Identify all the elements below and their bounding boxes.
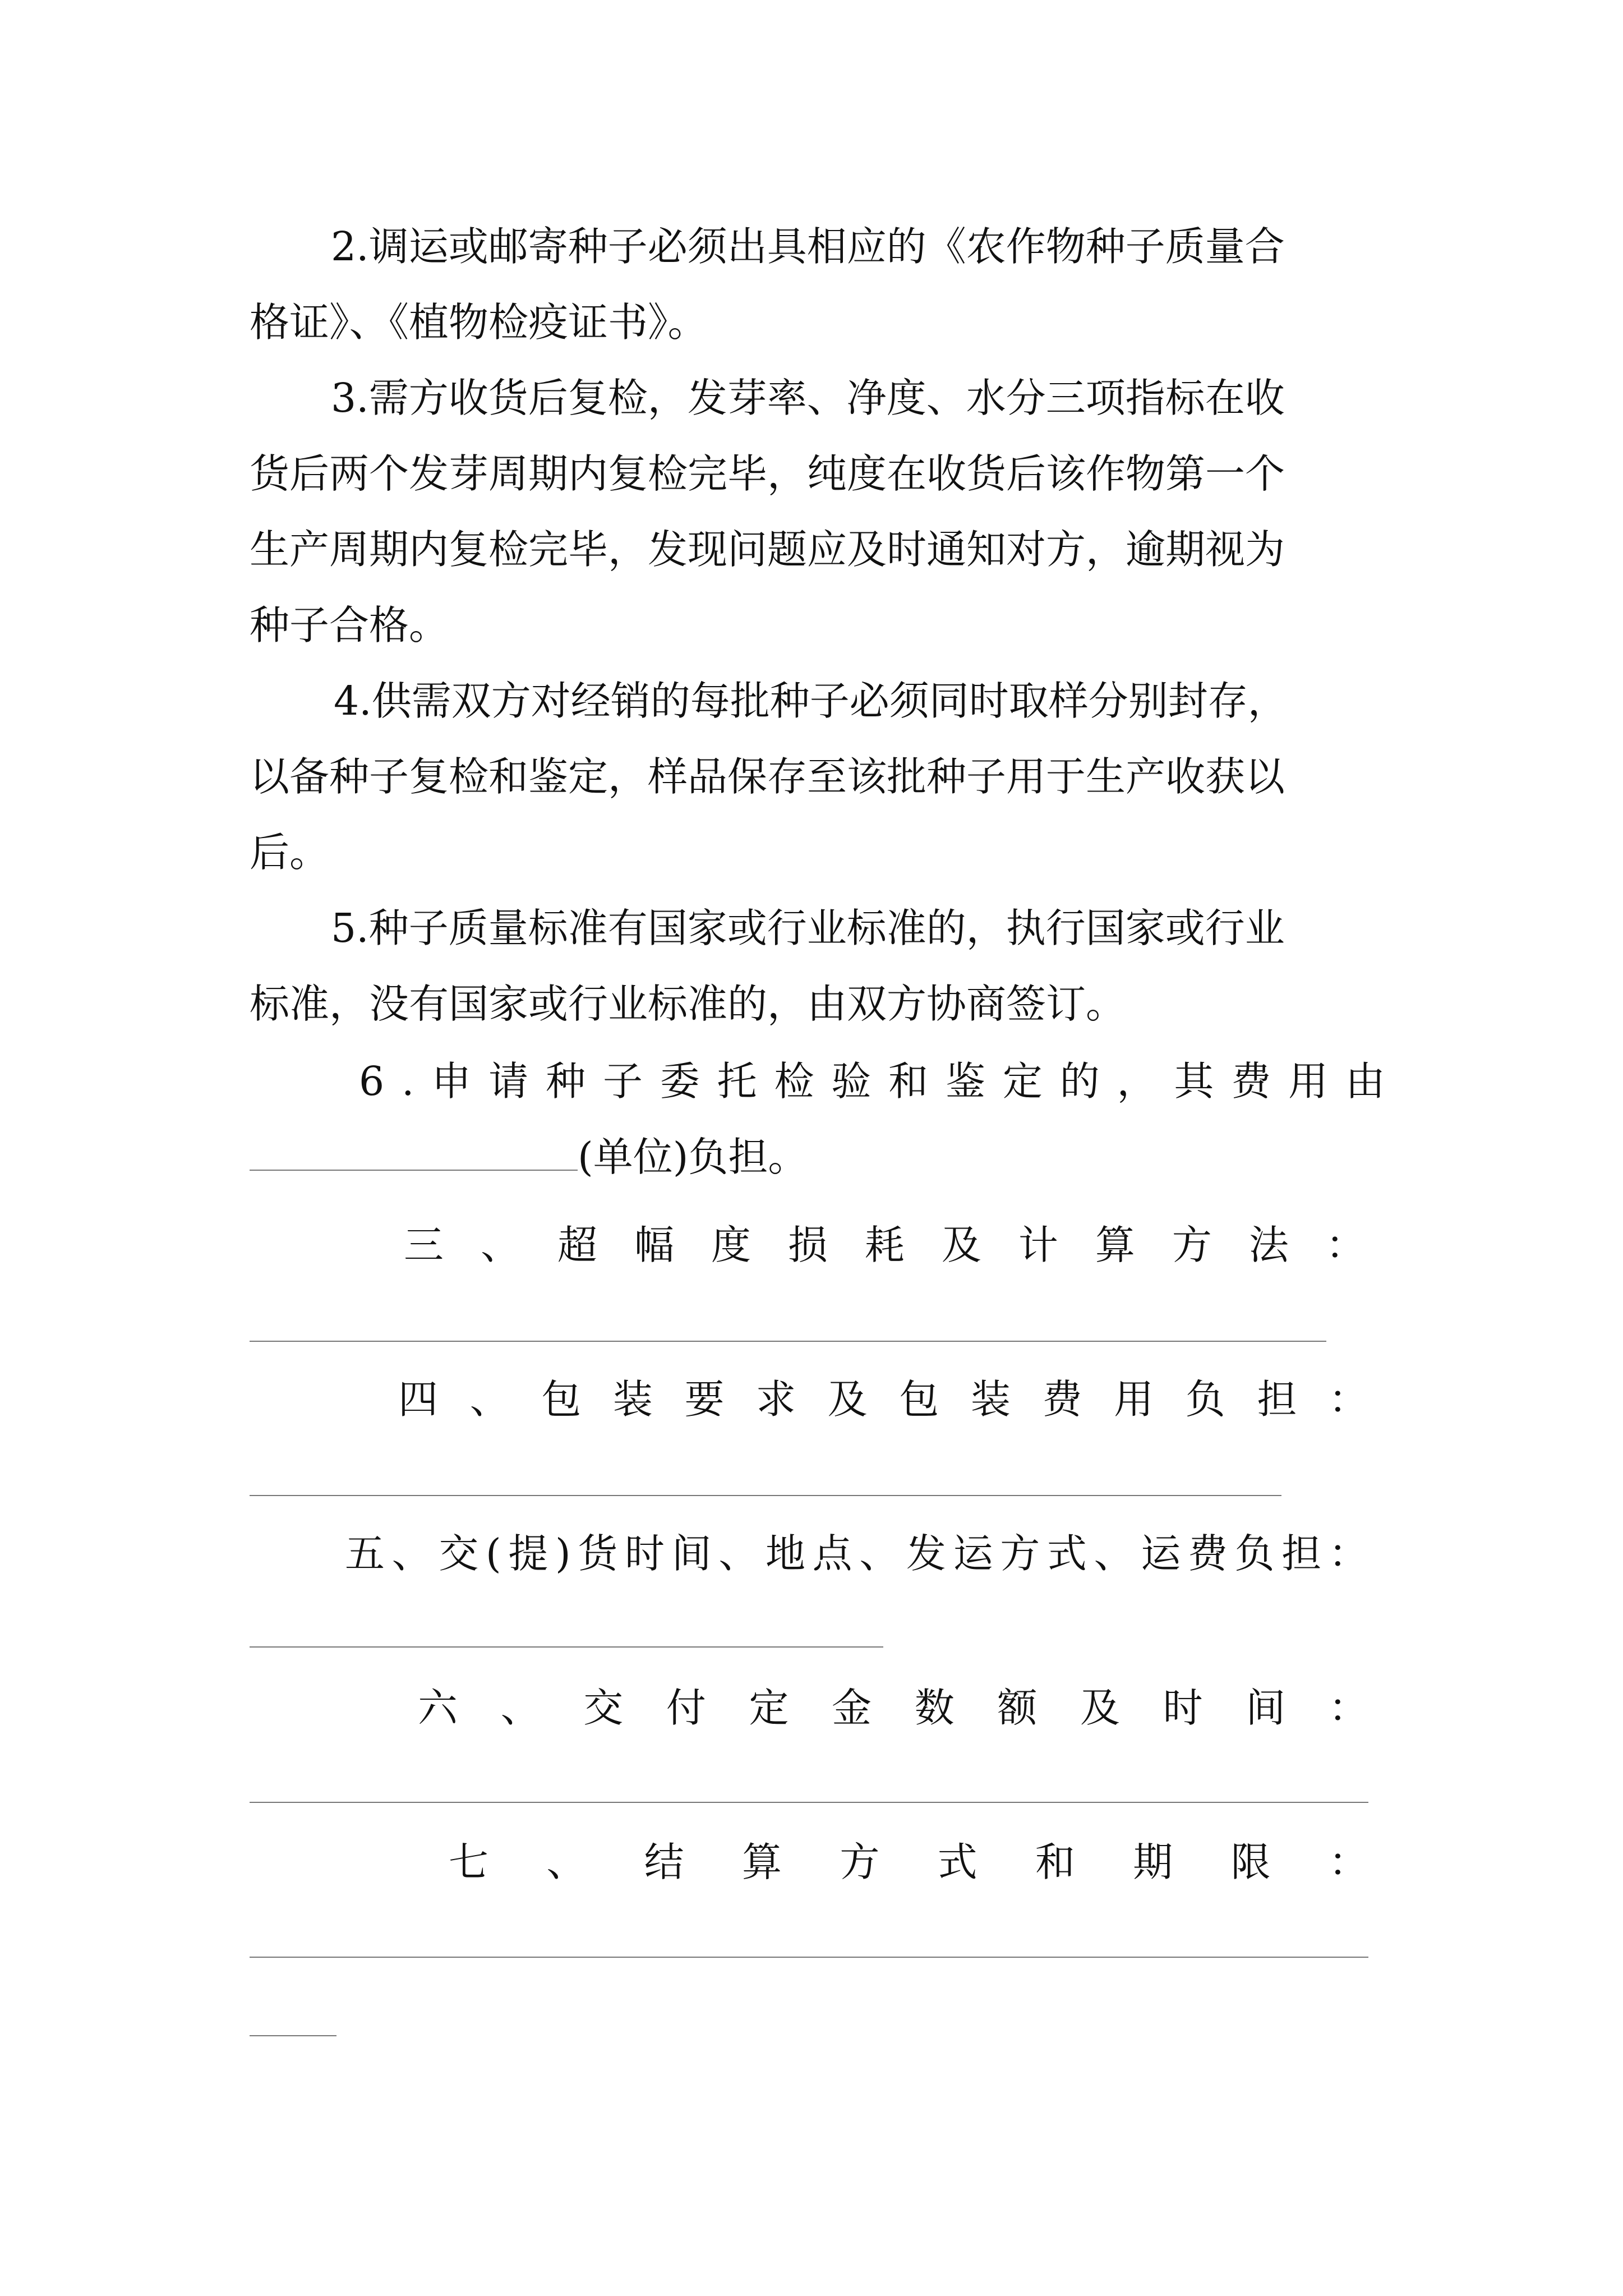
char: 算 [1095,1222,1135,1268]
para-2-line-2: 格证》、《植物检疫证书》。 [250,299,708,346]
char: 及 [827,1376,868,1423]
char: 式 [1046,1530,1087,1577]
char: 申 [431,1058,472,1105]
char: 包 [541,1376,582,1423]
para-3-line-3: 生产周期内复检完毕，发现问题应及时通知对方，逾期视为 [250,526,1285,573]
char: 六 [418,1685,458,1731]
char: 交 [439,1530,479,1577]
char: 由 [1345,1058,1385,1105]
char: ： [1328,1685,1368,1731]
char: 费 [1187,1530,1228,1577]
char: 间 [1246,1685,1286,1731]
section-6-fill-line[interactable] [250,1802,1368,1803]
para-3-line-4: 种子合格。 [250,602,449,648]
char: 金 [832,1685,872,1731]
char: 、 [859,1530,900,1577]
char: 幅 [634,1222,674,1268]
char: 三 [404,1222,444,1268]
char: 货 [578,1530,618,1577]
char: 验 [831,1058,872,1105]
char: 、 [546,1839,587,1885]
char: ： [1328,1839,1368,1885]
char: 装 [612,1376,653,1423]
char: ： [1328,1530,1368,1577]
char: ： [1325,1222,1366,1268]
para-6-line-2-text: (单位)负担。 [578,1134,808,1180]
char: 担 [1257,1376,1297,1423]
section-6-heading [418,1680,1368,1736]
section-7-fill-line[interactable] [250,1957,1368,1958]
char: 耗 [864,1222,905,1268]
char: 鉴 [946,1058,986,1105]
char: 额 [997,1685,1038,1731]
para-4-line-1: 4.供需双方对经销的每批种子必须同时取样分别封存， [334,678,1288,724]
char: 费 [1231,1058,1271,1105]
para-3-line-1: 3.需方收货后复检，发芽率、净度、水分三项指标在收 [331,375,1285,421]
char: 算 [741,1839,782,1885]
char: 限 [1230,1839,1271,1885]
char: 数 [914,1685,955,1731]
section-3-heading [404,1217,1366,1273]
para-6-line-1 [359,1053,1385,1110]
char: 时 [1163,1685,1203,1731]
char: 检 [774,1058,814,1105]
char: 负 [1234,1530,1275,1577]
char: 请 [488,1058,529,1105]
char: 包 [899,1376,939,1423]
char: 担 [1281,1530,1322,1577]
char: 求 [756,1376,796,1423]
section-4-fill-line[interactable] [250,1495,1281,1496]
para-4-line-3: 后。 [250,829,330,876]
char: 种 [546,1058,586,1105]
char: 提 [508,1530,548,1577]
char: 运 [953,1530,993,1577]
char: 、 [718,1530,759,1577]
char: 、 [1094,1530,1134,1577]
char: 损 [787,1222,828,1268]
section-5-heading [345,1526,1368,1582]
char: 负 [1185,1376,1225,1423]
char: 付 [666,1685,706,1731]
char: 交 [583,1685,624,1731]
section-4-heading [398,1372,1368,1428]
char: 计 [1018,1222,1058,1268]
char: 装 [970,1376,1011,1423]
char: 及 [1080,1685,1121,1731]
section-7-fill-line-end[interactable] [250,2035,336,2036]
char: 和 [888,1058,929,1105]
char: 度 [711,1222,751,1268]
char: 地 [765,1530,805,1577]
char: 其 [1174,1058,1214,1105]
char: 发 [906,1530,946,1577]
para-3-line-2: 货后两个发芽周期内复检完毕，纯度在收货后该作物第一个 [250,450,1285,497]
para-5-line-1: 5.种子质量标准有国家或行业标准的，执行国家或行业 [331,905,1285,951]
char: 托 [717,1058,757,1105]
char: 用 [1114,1376,1154,1423]
char: 方 [840,1839,880,1885]
char: 定 [1002,1058,1043,1105]
char: ( [485,1530,501,1577]
char: 、 [391,1530,432,1577]
char: 子 [602,1058,643,1105]
char: 6 [359,1058,385,1105]
para-5-line-2: 标准，没有国家或行业标准的，由双方协商签订。 [250,981,1126,1027]
section-5-fill-line[interactable] [250,1646,883,1648]
para-2-line-1: 2.调运或邮寄种子必须出具相应的《农作物种子质量合 [331,223,1285,270]
char: 间 [671,1530,712,1577]
section-3-fill-line[interactable] [250,1341,1326,1342]
char: 的 [1059,1058,1100,1105]
char: 要 [684,1376,725,1423]
char: 时 [624,1530,665,1577]
char: 用 [1288,1058,1329,1105]
char: 定 [749,1685,789,1731]
char: 运 [1141,1530,1181,1577]
char: . [402,1058,414,1105]
char: 和 [1035,1839,1075,1885]
para-4-line-2: 以备种子复检和鉴定，样品保存至该批种子用于生产收获以 [250,753,1285,800]
char: 方 [1000,1530,1040,1577]
section-7-heading [449,1834,1368,1890]
char: 及 [941,1222,981,1268]
char: 、 [469,1376,510,1423]
char: 委 [660,1058,700,1105]
char: 七 [449,1839,489,1885]
char: 四 [398,1376,439,1423]
char: 、 [480,1222,520,1268]
char: 方 [1172,1222,1212,1268]
char: 超 [557,1222,597,1268]
char: 结 [644,1839,684,1885]
char: 五 [345,1530,385,1577]
char: ) [555,1530,571,1577]
char: 费 [1042,1376,1082,1423]
char: 法 [1248,1222,1289,1268]
char: 、 [500,1685,541,1731]
char: 期 [1133,1839,1173,1885]
fill-in-blank[interactable] [250,1136,578,1171]
para-6-line-2 [250,1129,1388,1185]
char: ： [1328,1376,1368,1423]
char: 式 [937,1839,978,1885]
char: ， [1117,1058,1157,1105]
char: 点 [812,1530,852,1577]
